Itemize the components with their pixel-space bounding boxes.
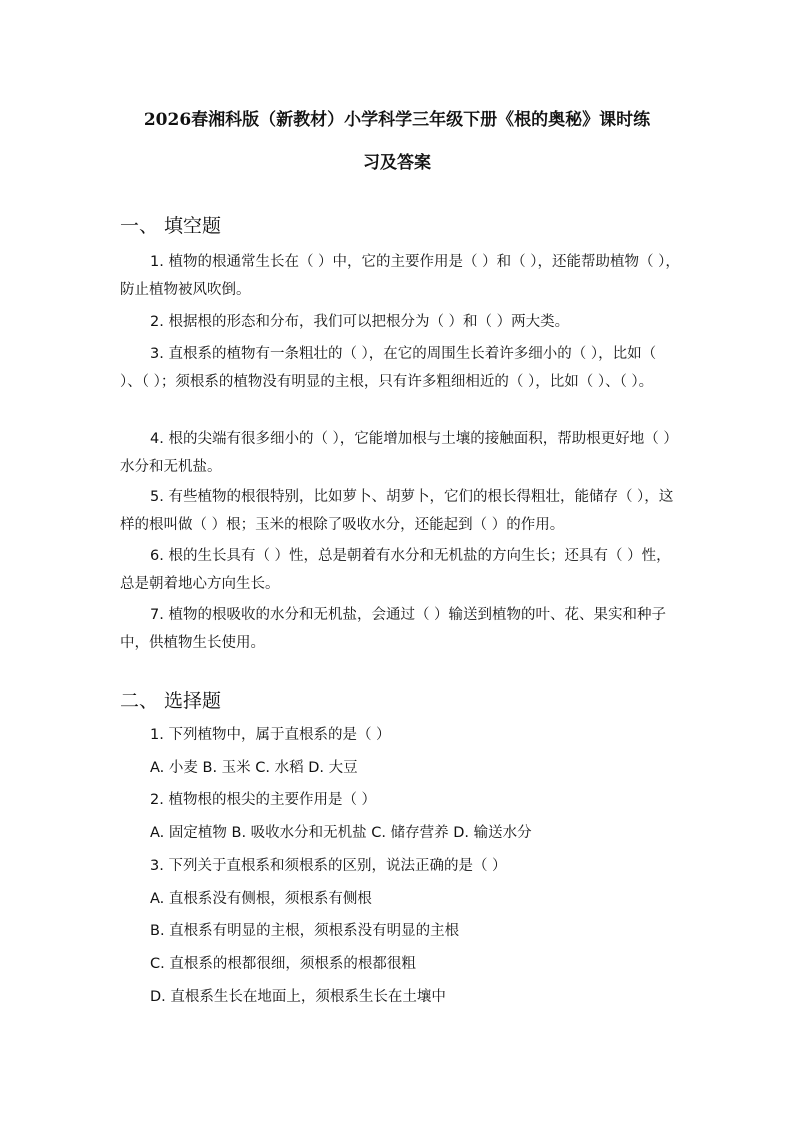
fill-question-7: 7. 植物的根吸收的水分和无机盐，会通过（ ）输送到植物的叶、花、果实和种子中，供植物生长使用。: [120, 607, 667, 651]
fill-question-2: 2. 根据根的形态和分布，我们可以把根分为（ ）和（ ）两大类。: [150, 314, 570, 330]
choice-option-3b: B. 直根系有明显的主根，须根系没有明显的主根: [150, 923, 460, 939]
choice-option-3c: C. 直根系的根都很细，须根系的根都很粗: [150, 956, 416, 972]
section-heading-fill-in: 一、 填空题: [120, 215, 222, 237]
document-title-line-2: 习及答案: [363, 153, 431, 173]
choice-options-2: A. 固定植物 B. 吸收水分和无机盐 C. 储存营养 D. 输送水分: [150, 825, 532, 841]
choice-option-3a: A. 直根系没有侧根，须根系有侧根: [150, 891, 372, 907]
fill-question-3: 3. 直根系的植物有一条粗壮的（ ），在它的周围生长着许多细小的（ ），比如（ ）、（ ）；须根系的植物没有明显的主根，只有许多粗细相近的（ ），比如（ ）、（ ）。: [120, 346, 657, 390]
fill-question-1: 1. 植物的根通常生长在（ ）中，它的主要作用是（ ）和（ ），还能帮助植物（ ），防止植物被风吹倒。: [120, 254, 680, 298]
choice-question-2: 2. 植物根的根尖的主要作用是（ ）: [150, 792, 377, 808]
choice-question-1: 1. 下列植物中，属于直根系的是（ ）: [150, 727, 391, 743]
choice-options-1: A. 小麦 B. 玉米 C. 水稻 D. 大豆: [150, 760, 358, 776]
fill-question-6: 6. 根的生长具有（ ）性，总是朝着有水分和无机盐的方向生长；还具有（ ）性，总是朝着地心方向生长。: [120, 548, 671, 592]
fill-question-4: 4. 根的尖端有很多细小的（ ），它能增加根与土壤的接触面积，帮助根更好地（ ）水分和无机盐。: [120, 431, 678, 475]
fill-question-5: 5. 有些植物的根很特别，比如萝卜、胡萝卜，它们的根长得粗壮，能储存（ ），这样的根叫做（ ）根；玉米的根除了吸收水分，还能起到（ ）的作用。: [120, 489, 674, 533]
document-title-line-1: 2026春湘科版（新教材）小学科学三年级下册《根的奥秘》课时练: [143, 110, 651, 130]
choice-option-3d: D. 直根系生长在地面上，须根系生长在土壤中: [150, 989, 446, 1005]
choice-question-3: 3. 下列关于直根系和须根系的区别，说法正确的是（ ）: [150, 858, 507, 874]
section-heading-choice: 二、 选择题: [120, 690, 222, 712]
